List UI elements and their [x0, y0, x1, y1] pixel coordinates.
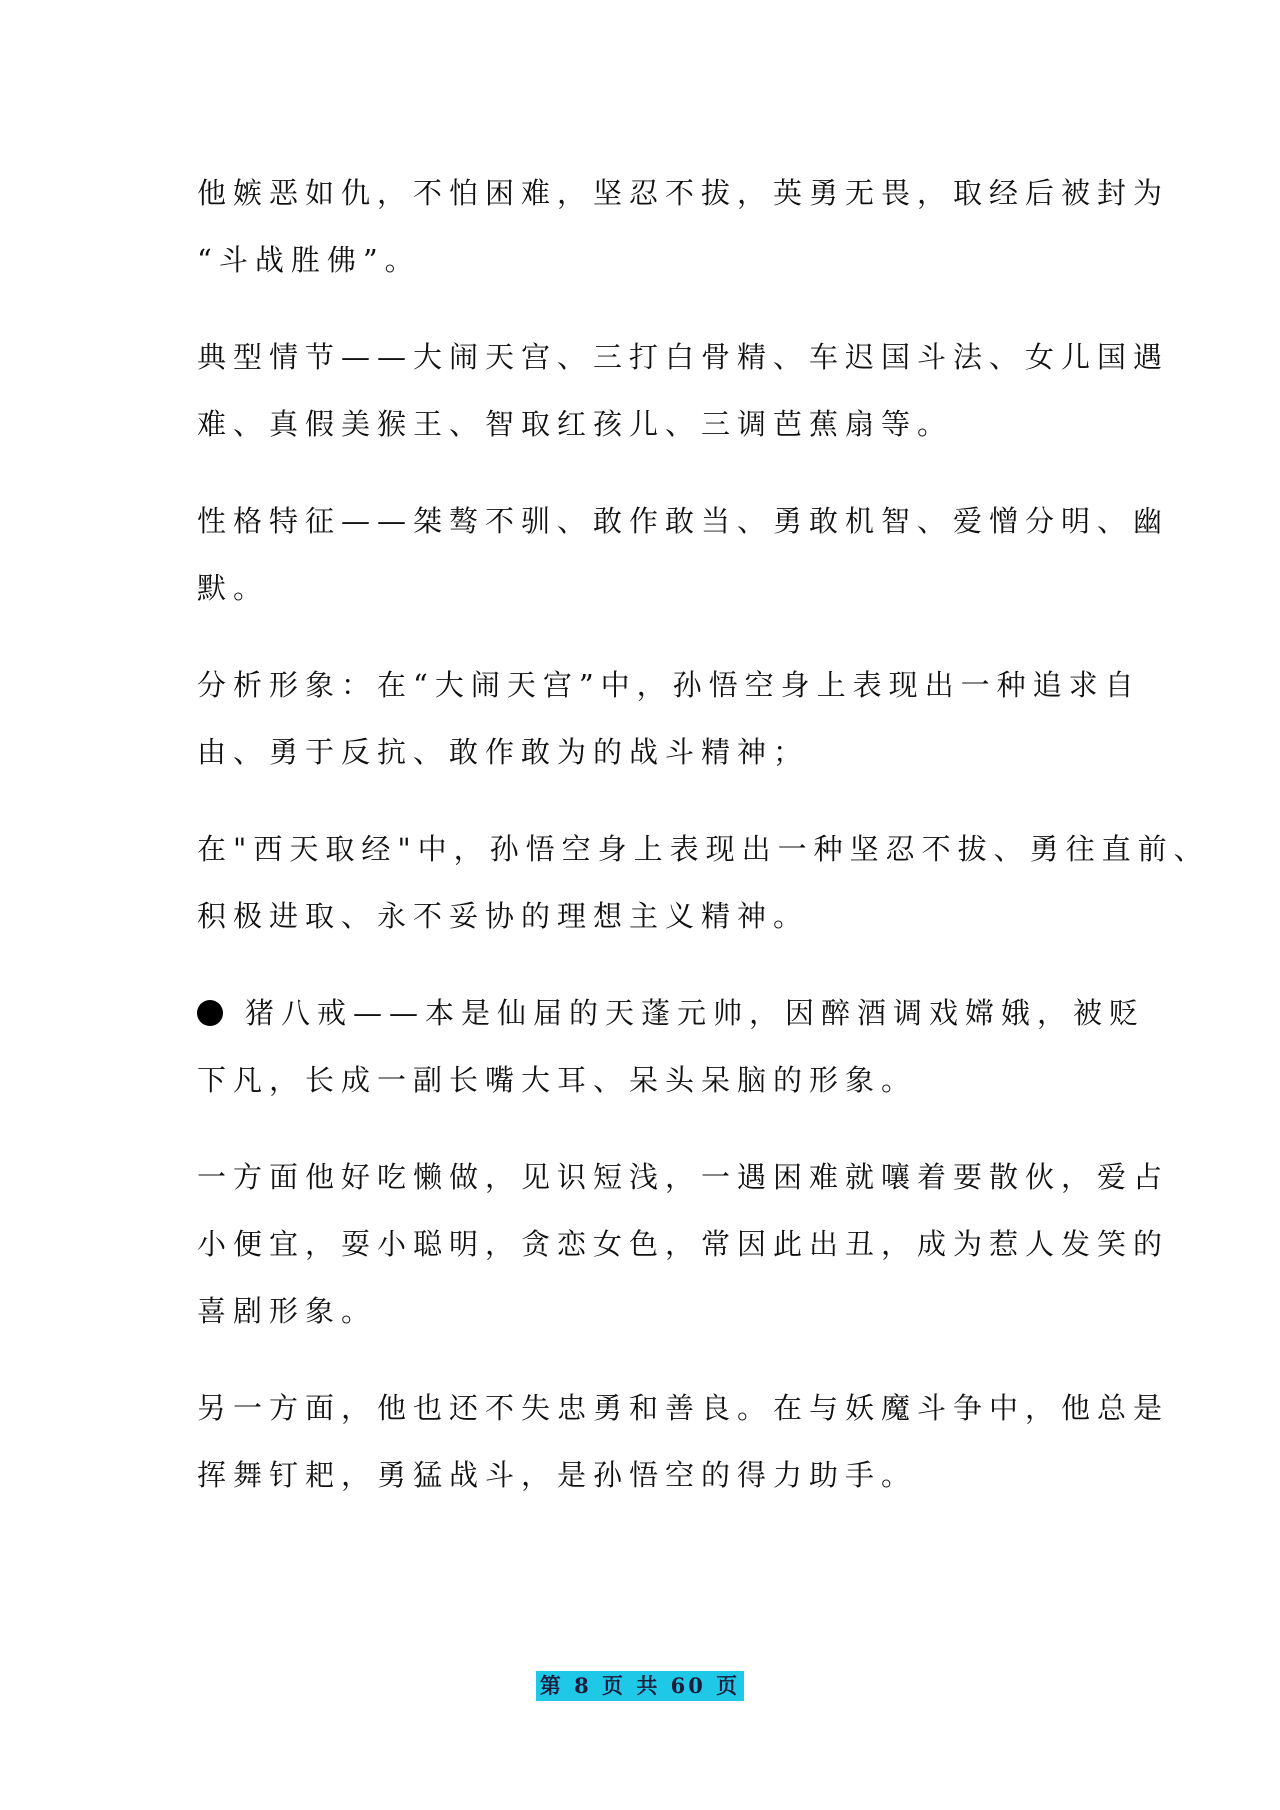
text-line: 积极进取、永不妥协的理想主义精神。: [197, 899, 810, 933]
text-line: 分析形象：在“大闹天宫”中，孙悟空身上表现出一种追求自: [197, 668, 1141, 702]
paragraph-typical-plots: [197, 324, 1170, 458]
text-line: 小便宜，耍小聪明，贪恋女色，常因此出丑，成为惹人发笑的: [197, 1227, 1170, 1261]
text-line: 性格特征——桀骜不驯、敢作敢当、勇敢机智、爱憎分明、幽: [197, 504, 1170, 538]
text-line: 难、真假美猴王、智取红孩儿、三调芭蕉扇等。: [197, 407, 954, 441]
paragraph-character-traits: [197, 488, 1170, 622]
paragraph-zhu-bajie-virtues: [197, 1375, 1170, 1509]
paragraph-zhu-bajie-flaws: [197, 1144, 1170, 1345]
page-footer: [0, 1671, 1280, 1701]
text-line: 下凡，长成一副长嘴大耳、呆头呆脑的形象。: [197, 1063, 918, 1097]
page-number: 第 8 页 共 60 页: [536, 1671, 744, 1701]
text-line: 默。: [197, 571, 270, 605]
paragraph-sun-wukong-summary: [197, 160, 1170, 294]
text-line: 猪八戒——本是仙届的天蓬元帅，因醉酒调戏嫦娥，被贬: [245, 996, 1146, 1030]
text-line: 他嫉恶如仇，不怕困难，坚忍不拔，英勇无畏，取经后被封为: [197, 176, 1170, 210]
text-line: 挥舞钉耙，勇猛战斗，是孙悟空的得力助手。: [197, 1458, 918, 1492]
paragraph-zhu-bajie-intro: [197, 980, 1146, 1114]
text-line: 喜剧形象。: [197, 1294, 378, 1328]
text-line: 在"西天取经"中，孙悟空身上表现出一种坚忍不拔、勇往直前、: [197, 832, 1210, 866]
document-body: [197, 160, 1210, 1539]
bullet-line: [197, 980, 1146, 1047]
paragraph-image-analysis: [197, 652, 1141, 786]
paragraph-journey-west: [197, 816, 1210, 950]
text-line: 一方面他好吃懒做，见识短浅，一遇困难就嚷着要散伙，爱占: [197, 1160, 1170, 1194]
bullet-icon: [197, 1000, 223, 1026]
text-line: “斗战胜佛”。: [197, 243, 421, 277]
text-line: 由、勇于反抗、敢作敢为的战斗精神；: [197, 735, 810, 769]
text-line: 另一方面，他也还不失忠勇和善良。在与妖魔斗争中，他总是: [197, 1391, 1170, 1425]
text-line: 典型情节——大闹天宫、三打白骨精、车迟国斗法、女儿国遇: [197, 340, 1170, 374]
